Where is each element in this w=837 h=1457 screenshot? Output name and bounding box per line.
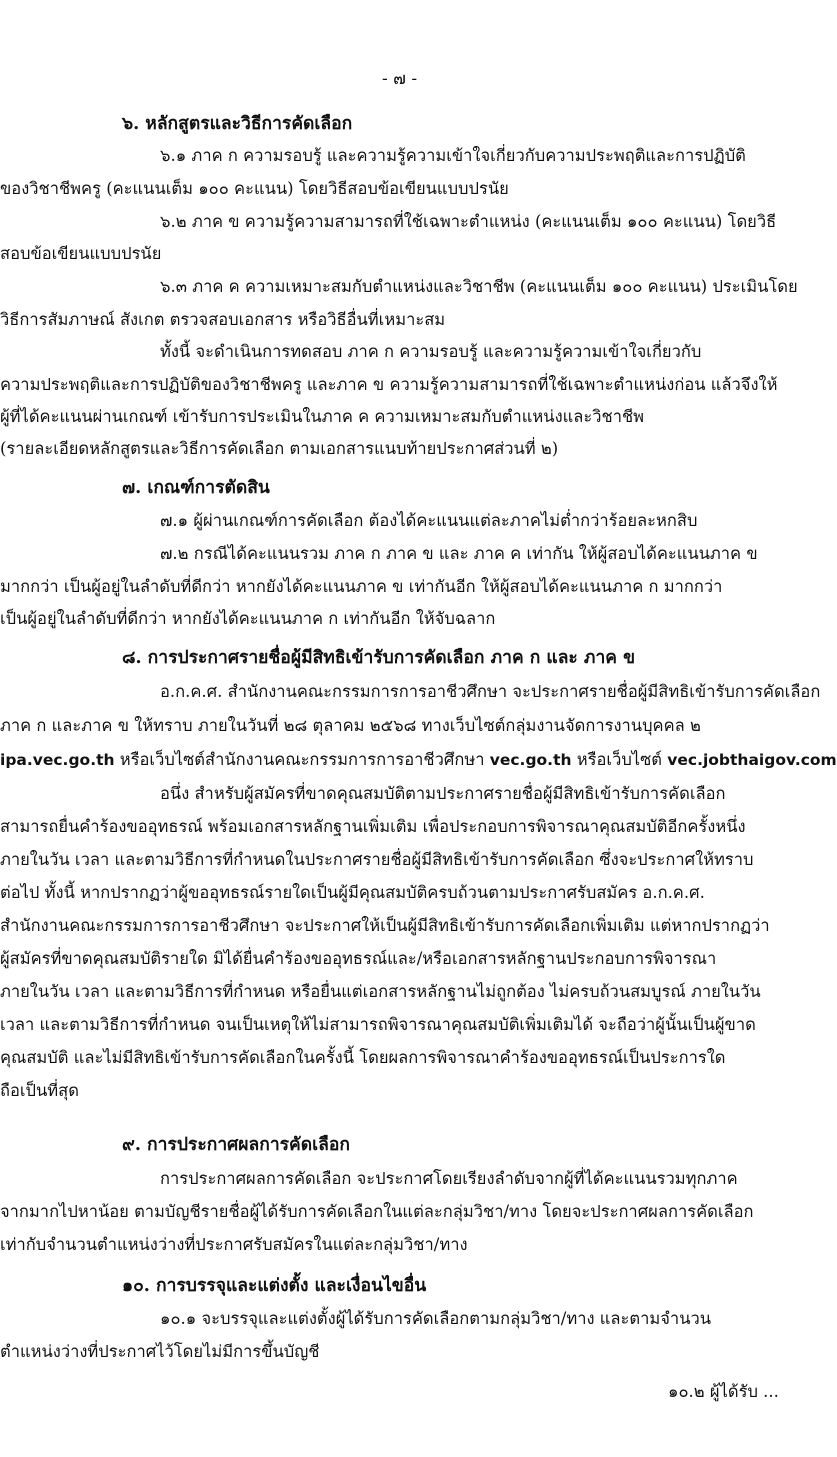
item-6-2-line-2: สอบข้อเขียนแบบปรนัย: [0, 244, 162, 263]
section-9-line-2: จากมากไปหาน้อย ตามบัญชีรายชื่อผู้ได้รับการคัดเลือกในแต่ละกลุ่มวิชา/ทาง โดยจะประกาศผลการคัดเลือก: [0, 1202, 754, 1221]
section-6-note-line-2: ความประพฤติและการปฏิบัติของวิชาชีพครู และภาค ข ความรู้ความสามารถที่ใช้เฉพาะตำแหน่งก่อน แล้วจึงให้: [0, 375, 778, 394]
section-9-line-3: เท่ากับจำนวนตำแหน่งว่างที่ประกาศรับสมัครในแต่ละกลุ่มวิชา/ทาง: [0, 1235, 468, 1254]
section-6-heading: ๖. หลักสูตรและวิธีการคัดเลือก: [122, 114, 353, 134]
section-6-note-line-1: ทั้งนี้ จะดำเนินการทดสอบ ภาค ก ความรอบรู้ และความรู้ความเข้าใจเกี่ยวกับ: [160, 342, 702, 361]
item-7-2-line-3: เป็นผู้อยู่ในลำดับที่ดีกว่า หากยังได้คะแนนภาค ก เท่ากันอีก ให้จับฉลาก: [0, 609, 496, 628]
item-6-3-line-2: วิธีการสัมภาษณ์ สังเกต ตรวจสอบเอกสาร หรือวิธีอื่นที่เหมาะสม: [0, 310, 446, 329]
section-8-p2-line-3: ภายในวัน เวลา และตามวิธีการที่กำหนดในประกาศรายชื่อผู้มีสิทธิเข้ารับการคัดเลือก ซึ่งจะประกาศให้ทราบ: [0, 850, 754, 869]
section-7-heading: ๗. เกณฑ์การตัดสิน: [122, 478, 270, 498]
item-10-1-line-1: ๑๐.๑ จะบรรจุและแต่งตั้งผู้ได้รับการคัดเลือกตามกลุ่มวิชา/ทาง และตามจำนวน: [160, 1309, 712, 1328]
section-8-p1-line-2: ภาค ก และภาค ข ให้ทราบ ภายในวันที่ ๒๘ ตุลาคม ๒๕๖๘ ทางเว็บไซต์กลุ่มงานจัดการงานบุคคล ๒: [0, 716, 701, 735]
section-9-line-1: การประกาศผลการคัดเลือก จะประกาศโดยเรียงลำดับจากผู้ที่ได้คะแนนรวมทุกภาค: [160, 1169, 738, 1188]
website-jobthaigov-link[interactable]: vec.jobthaigov.com: [667, 751, 837, 769]
section-9-heading: ๙. การประกาศผลการคัดเลือก: [122, 1135, 350, 1155]
item-6-1-line-1: ๖.๑ ภาค ก ความรอบรู้ และความรู้ความเข้าใจเกี่ยวกับความประพฤติและการปฏิบัติ: [160, 146, 746, 165]
item-6-3-line-1: ๖.๓ ภาค ค ความเหมาะสมกับตำแหน่งและวิชาชีพ (คะแนนเต็ม ๑๐๐ คะแนน) ประเมินโดย: [160, 277, 798, 296]
item-7-2-line-1: ๗.๒ กรณีได้คะแนนรวม ภาค ก ภาค ข และ ภาค ค เท่ากัน ให้ผู้สอบได้คะแนนภาค ข: [160, 544, 758, 563]
item-6-1-line-2: ของวิชาชีพครู (คะแนนเต็ม ๑๐๐ คะแนน) โดยวิธีสอบข้อเขียนแบบปรนัย: [0, 179, 509, 198]
section-8-p2-line-7: ภายในวัน เวลา และตามวิธีการที่กำหนด หรือยื่นแต่เอกสารหลักฐานไม่ถูกต้อง ไม่ครบถ้วนสมบูรณ์ ภายในวัน: [0, 982, 761, 1001]
section-8-p2-line-2: สามารถยื่นคำร้องขออุทธรณ์ พร้อมเอกสารหลักฐานเพิ่มเติม เพื่อประกอบการพิจารณาคุณสมบัติอีกครั้งหนึ่ง: [0, 817, 746, 836]
section-8-p2-line-9: คุณสมบัติ และไม่มีสิทธิเข้ารับการคัดเลือกในครั้งนี้ โดยผลการพิจารณาคำร้องขออุทธรณ์เป็นประการใด: [0, 1048, 726, 1067]
item-7-2-line-2: มากกว่า เป็นผู้อยู่ในลำดับที่ดีกว่า หากยังได้คะแนนภาค ข เท่ากันอีก ให้ผู้สอบได้คะแนนภาค ก มากกว่า: [0, 577, 723, 596]
section-8-p1-line-1: อ.ก.ค.ศ. สำนักงานคณะกรรมการการอาชีวศึกษา จะประกาศรายชื่อผู้มีสิทธิเข้ารับการคัดเลือก: [160, 682, 821, 701]
section-6-note-line-3: ผู้ที่ได้คะแนนผ่านเกณฑ์ เข้ารับการประเมินในภาค ค ความเหมาะสมกับตำแหน่งและวิชาชีพ: [0, 407, 645, 426]
section-6-note-line-4: (รายละเอียดหลักสูตรและวิธีการคัดเลือก ตามเอกสารแนบท้ายประกาศส่วนที่ ๒): [0, 439, 559, 458]
website-text-1: หรือเว็บไซต์สำนักงานคณะกรรมการการอาชีวศึกษา: [114, 750, 490, 769]
website-vec-link[interactable]: vec.go.th: [489, 751, 572, 769]
section-8-p2-line-8: เวลา และตามวิธีการที่กำหนด จนเป็นเหตุให้ไม่สามารถพิจารณาคุณสมบัติเพิ่มเติมได้ จะถือว่าผู้นั้นเป็นผู้ขาด: [0, 1015, 756, 1034]
section-8-heading: ๘. การประกาศรายชื่อผู้มีสิทธิเข้ารับการคัดเลือก ภาค ก และ ภาค ข: [122, 648, 636, 668]
section-10-heading: ๑๐. การบรรจุและแต่งตั้ง และเงื่อนไขอื่น: [122, 1276, 427, 1296]
page-number: - ๗ -: [382, 69, 418, 89]
item-10-1-line-2: ตำแหน่งว่างที่ประกาศไว้โดยไม่มีการขึ้นบัญชี: [0, 1342, 320, 1361]
section-8-p2-line-10: ถือเป็นที่สุด: [0, 1081, 79, 1100]
section-8-p2-line-6: ผู้สมัครที่ขาดคุณสมบัติรายใด มิได้ยื่นคำร้องขออุทธรณ์และ/หรือเอกสารหลักฐานประกอบการพิจารณา: [0, 949, 717, 968]
section-8-p2-line-5: สำนักงานคณะกรรมการการอาชีวศึกษา จะประกาศให้เป็นผู้มีสิทธิเข้ารับการคัดเลือกเพิ่มเติม แต่หากปรากฏว่า: [0, 916, 770, 935]
section-8-p2-line-1: อนึ่ง สำหรับผู้สมัครที่ขาดคุณสมบัติตามประกาศรายชื่อผู้มีสิทธิเข้ารับการคัดเลือก: [160, 784, 726, 803]
continuation-marker: ๑๐.๒ ผู้ได้รับ ...: [668, 1382, 779, 1401]
section-8-p1-line-3: [0, 748, 837, 774]
item-6-2-line-1: ๖.๒ ภาค ข ความรู้ความสามารถที่ใช้เฉพาะตำแหน่ง (คะแนนเต็ม ๑๐๐ คะแนน) โดยวิธี: [160, 212, 777, 231]
section-8-p2-line-4: ต่อไป ทั้งนี้ หากปรากฏว่าผู้ขออุทธรณ์รายใดเป็นผู้มีคุณสมบัติครบถ้วนตามประกาศรับสมัคร อ.ก.ค.ศ.: [0, 883, 705, 902]
website-ipa-link[interactable]: ipa.vec.go.th: [0, 751, 115, 769]
item-7-1: ๗.๑ ผู้ผ่านเกณฑ์การคัดเลือก ต้องได้คะแนนแต่ละภาคไม่ต่ำกว่าร้อยละหกสิบ: [160, 511, 698, 530]
website-text-2: หรือเว็บไซต์: [571, 750, 668, 769]
